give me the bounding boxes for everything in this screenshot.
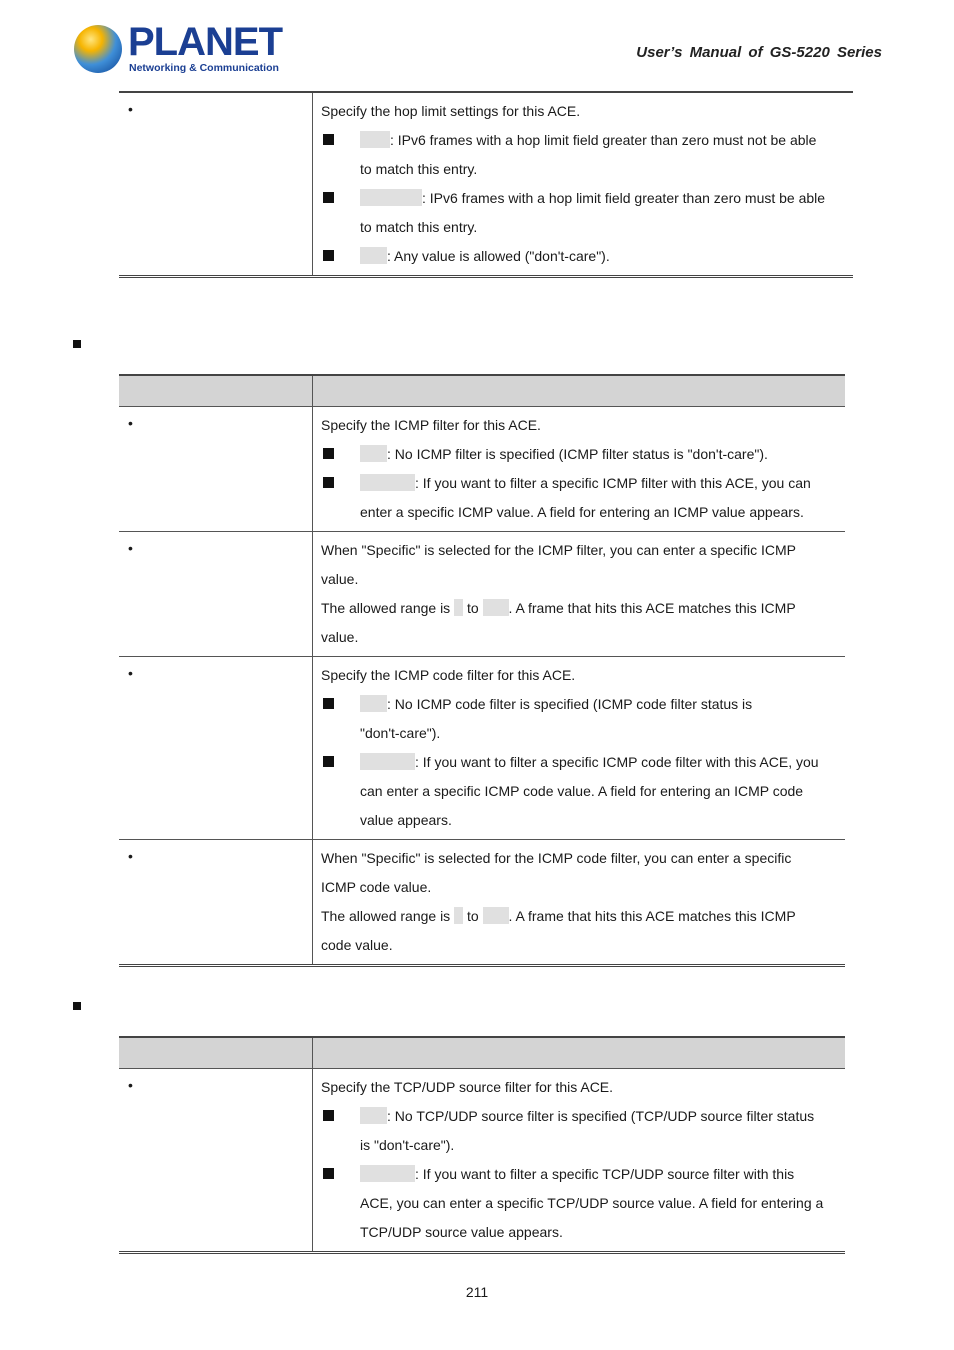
- param-name-cell: [119, 532, 313, 657]
- desc-line: Specify the hop limit settings for this ACE.: [321, 103, 581, 119]
- square-bullet-icon: [323, 134, 334, 145]
- table-row: [119, 407, 845, 532]
- option-placeholder: [360, 131, 390, 148]
- param-desc-cell: [313, 92, 854, 277]
- tcp-udp-table: [119, 1036, 845, 1254]
- option-item: : Any value is allowed ("don't-care").: [321, 242, 853, 271]
- param-name-cell: [119, 407, 313, 532]
- manual-title: User’s Manual of GS-5220 Series: [636, 44, 882, 61]
- hop-limit-table: [119, 91, 853, 278]
- logo-subtitle: Networking & Communication: [129, 62, 279, 74]
- bullet-dot: •: [128, 848, 133, 864]
- param-desc-cell: [313, 407, 846, 532]
- desc-line: Specify the TCP/UDP source filter for this ACE.: [321, 1079, 614, 1095]
- desc-line: to match this entry.: [360, 161, 478, 177]
- logo-name: PLANET: [128, 20, 282, 64]
- range-line: The allowed range is to . A frame that hits this ACE matches this ICMP: [321, 908, 796, 924]
- param-name-cell: [119, 657, 313, 840]
- range-min-placeholder: [454, 907, 463, 924]
- desc-line: Specify the ICMP code filter for this ACE.: [321, 667, 576, 683]
- desc-line: "don't-care").: [360, 725, 441, 741]
- desc-line: code value.: [321, 937, 393, 953]
- bullet-dot: •: [128, 1077, 133, 1093]
- square-bullet-icon: [323, 1168, 334, 1179]
- desc-line: When "Specific" is selected for the ICMP code filter, you can enter a specific: [321, 850, 792, 866]
- desc-line: When "Specific" is selected for the ICMP filter, you can enter a specific ICMP: [321, 542, 796, 558]
- desc-line: to match this entry.: [360, 219, 478, 235]
- option-placeholder: [360, 695, 387, 712]
- range-min-placeholder: [454, 599, 463, 616]
- desc-line: ICMP code value.: [321, 879, 432, 895]
- section-bullet-icon: [73, 1002, 81, 1010]
- option-item: : IPv6 frames with a hop limit field greater than zero must not be able: [321, 126, 853, 155]
- option-item: : If you want to filter a specific ICMP code filter with this ACE, you: [321, 748, 845, 777]
- desc-line: enter a specific ICMP value. A field for entering an ICMP value appears.: [360, 504, 804, 520]
- desc-line: Specify the ICMP filter for this ACE.: [321, 417, 541, 433]
- param-desc-cell: [313, 532, 846, 657]
- option-item: : IPv6 frames with a hop limit field greater than zero must be able: [321, 184, 853, 213]
- icmp-table: [119, 374, 845, 967]
- square-bullet-icon: [323, 1110, 334, 1121]
- option-placeholder: [360, 753, 415, 770]
- globe-icon: [74, 25, 122, 73]
- square-bullet-icon: [323, 192, 334, 203]
- section-bullet-icon: [73, 340, 81, 348]
- desc-line: value appears.: [360, 812, 452, 828]
- option-placeholder: [360, 189, 422, 206]
- bullet-dot: •: [128, 101, 133, 117]
- option-item: : If you want to filter a specific ICMP filter with this ACE, you can: [321, 469, 845, 498]
- param-name-cell: [119, 840, 313, 966]
- desc-line: value.: [321, 571, 359, 587]
- range-max-placeholder: [483, 599, 509, 616]
- option-item: : No TCP/UDP source filter is specified (TCP/UDP source filter status: [321, 1102, 845, 1131]
- table-header-row: [119, 375, 845, 407]
- param-name-cell: [119, 92, 313, 277]
- option-placeholder: [360, 1165, 415, 1182]
- square-bullet-icon: [323, 250, 334, 261]
- square-bullet-icon: [323, 698, 334, 709]
- desc-line: ACE, you can enter a specific TCP/UDP source value. A field for entering a: [360, 1195, 824, 1211]
- square-bullet-icon: [323, 448, 334, 459]
- option-item: : No ICMP code filter is specified (ICMP code filter status is: [321, 690, 845, 719]
- desc-line: is "don't-care").: [360, 1137, 455, 1153]
- option-item: : If you want to filter a specific TCP/UDP source filter with this: [321, 1160, 845, 1189]
- option-placeholder: [360, 445, 387, 462]
- param-desc-cell: [313, 657, 846, 840]
- param-name-cell: [119, 1069, 313, 1253]
- option-placeholder: [360, 474, 415, 491]
- desc-line: TCP/UDP source value appears.: [360, 1224, 563, 1240]
- table-header-row: [119, 1037, 845, 1069]
- bullet-dot: •: [128, 665, 133, 681]
- option-placeholder: [360, 1107, 387, 1124]
- table-row: [119, 92, 853, 277]
- planet-logo: [72, 20, 282, 78]
- range-line: The allowed range is to . A frame that hits this ACE matches this ICMP: [321, 600, 796, 616]
- table-row: [119, 1069, 845, 1253]
- bullet-dot: •: [128, 540, 133, 556]
- bullet-dot: •: [128, 415, 133, 431]
- param-desc-cell: [313, 840, 846, 966]
- option-item: : No ICMP filter is specified (ICMP filter status is "don't-care").: [321, 440, 845, 469]
- table-row: [119, 657, 845, 840]
- range-max-placeholder: [483, 907, 509, 924]
- square-bullet-icon: [323, 756, 334, 767]
- page-number: 211: [465, 1284, 489, 1300]
- table-row: [119, 532, 845, 657]
- param-desc-cell: [313, 1069, 846, 1253]
- square-bullet-icon: [323, 477, 334, 488]
- desc-line: can enter a specific ICMP code value. A field for entering an ICMP code: [360, 783, 804, 799]
- desc-line: value.: [321, 629, 359, 645]
- option-placeholder: [360, 247, 387, 264]
- table-row: [119, 840, 845, 966]
